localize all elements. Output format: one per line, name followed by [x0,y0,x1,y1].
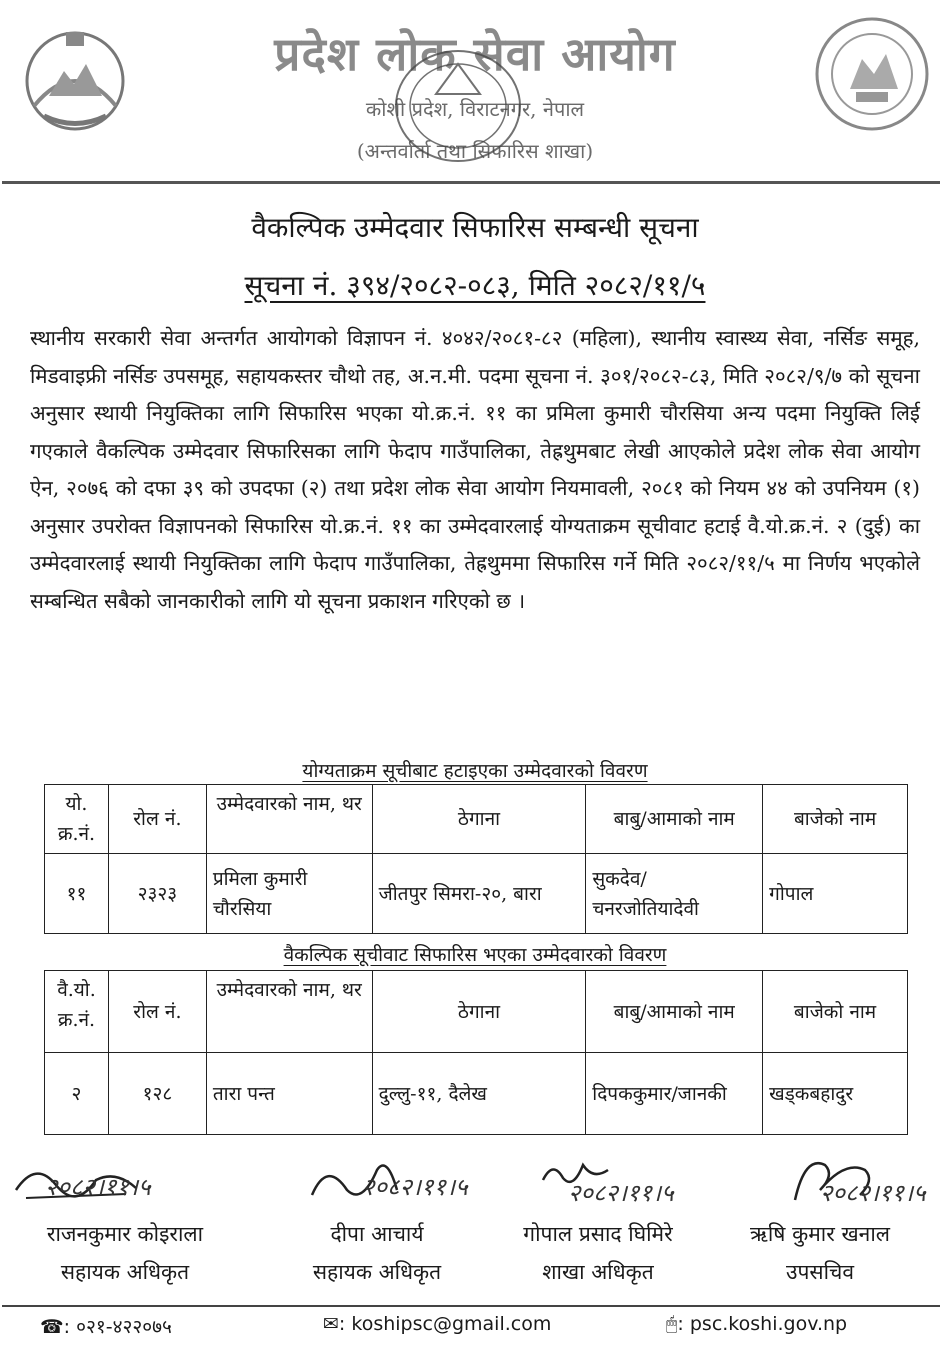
cell-parents: दिपककुमार/जानकी [586,1053,763,1135]
signature-date: २०८२।११।५ [820,1179,926,1207]
header-name: उम्मेदवारको नाम, थर [206,785,372,854]
footer-divider [2,1305,940,1307]
footer-email[interactable] [323,1313,551,1335]
notice-body: स्थानीय सरकारी सेवा अन्तर्गत आयोगको विज्ञापन नं. ४०४२/२०८१-८२ (महिला), स्थानीय स्वास्थ्य सेवा, नर्सिङ समूह, मिडवाइफ्री नर्सिङ उपसमूह, सहायकस्तर चौथो तह, अ.न.मी. पदमा सूचना नं. ३०१/२०८२-८३, मिति २०८२/९/७ को सूचना अनुसार स्थायी नियुक्तिका लागि सिफारिस भएका यो.क्र.नं. ११ का प्रमिला कुमारी चौरसिया अन्य पदमा नियुक्ति लिई गएकाले वैकल्पिक उम्मेदवार सिफारिसका लागि फेदाप गाउँपालिका, तेह्रथुमबाट लेखी आएकोले प्रदेश लोक सेवा आयोग ऐन, २०७६ को दफा ३९ को उपदफा (२) तथा प्रदेश लोक सेवा आयोग नियमावली, २०८१ को नियम ४४ को उपनियम (१) अनुसार उपरोक्त विज्ञापनको सिफारिस यो.क्र.नं. ११ का उम्मेदवारलाई योग्यताक्रम सूचीवाट हटाई वै.यो.क्र.नं. २ (दुई) का उम्मेदवारलाई स्थायी नियुक्तिका लागि फेदाप गाउँपालिका, तेह्रथुममा सिफारिस गर्ने मिति २०८२/११/५ मा निर्णय भएकोले सम्बन्धित सबैको जानकारीको लागि यो सूचना प्रकाशन गरिएको छ । [30,326,920,613]
website-url[interactable]: psc.koshi.gov.np [689,1313,848,1335]
table-header-row [45,971,908,1053]
signatory-name: दीपा आचार्य [330,1222,424,1246]
commission-logo [812,14,932,134]
letterhead-divider [2,181,940,184]
cell-roll: २३२३ [108,854,206,934]
table2-caption: वैकल्पिक सूचीवाट सिफारिस भएका उम्मेदवारको विवरण [283,944,667,966]
phone-icon: ☎: [40,1316,71,1338]
header-parents: बाबु/आमाको नाम [586,971,763,1053]
removed-candidate-table [44,784,908,934]
signatory-title: सहायक अधिकृत [312,1260,442,1284]
signatory-name: गोपाल प्रसाद घिमिरे [523,1222,673,1246]
signatory-name: ऋषि कुमार खनाल [749,1222,891,1246]
cell-serial: ११ [45,854,109,934]
letterhead-address: कोशी प्रदेश, विराटनगर, नेपाल [365,97,585,121]
phone-number: ०२१-४२२०७५ [76,1316,172,1338]
footer-website[interactable] [666,1313,847,1335]
notice-number [0,266,950,304]
mail-icon: ✉: [323,1313,346,1335]
recommended-candidate-table [44,970,908,1135]
signatory-title: सहायक अधिकृत [60,1260,190,1284]
mouse-icon: 🖱: [666,1313,684,1335]
letterhead-branch: (अन्तर्वार्ता तथा सिफारिस शाखा) [356,139,594,163]
header-address: ठेगाना [372,785,586,854]
header-serial: यो. क्र.नं. [45,785,109,854]
cell-serial: २ [45,1053,109,1135]
cell-address: दुल्लु-११, दैलेख [372,1053,586,1135]
cell-grandfather: खड्कबहादुर [763,1053,908,1135]
signature-date: २०८२।११।५ [362,1173,468,1201]
header-parents: बाबु/आमाको नाम [586,785,763,854]
signature-date: २०८२।११।५ [568,1179,674,1207]
signature-date: २०८२।११।५ [45,1173,151,1201]
header-roll: रोल नं. [108,785,206,854]
cell-roll: १२८ [108,1053,206,1135]
notice-number-text: सूचना नं. ३९४/२०८२-०८३, मिति २०८२/११/५ [244,269,706,302]
notice-title: वैकल्पिक उम्मेदवार सिफारिस सम्बन्धी सूचना [251,211,699,244]
cell-address: जीतपुर सिमरा-२०, बारा [372,854,586,934]
signatory-name: राजनकुमार कोइराला [46,1222,204,1246]
email-address[interactable]: koshipsc@gmail.com [351,1313,552,1335]
header-name: उम्मेदवारको नाम, थर [206,971,372,1053]
cell-grandfather: गोपाल [763,854,908,934]
header-grandfather: बाजेको नाम [763,971,908,1053]
header-roll: रोल नं. [108,971,206,1053]
signatory-title: शाखा अधिकृत [542,1260,654,1284]
letterhead-title: प्रदेश लोक सेवा आयोग [274,27,676,81]
header-address: ठेगाना [372,971,586,1053]
table-row [45,854,908,934]
cell-name: प्रमिला कुमारी चौरसिया [206,854,372,934]
cell-parents: सुकदेव/ चनरजोतियादेवी [586,854,763,934]
header-serial: वै.यो. क्र.नं. [45,971,109,1053]
office-seal-stamp [378,34,538,179]
table1-caption: योग्यताक्रम सूचीबाट हटाइएका उम्मेदवारको विवरण [302,760,648,782]
signatory-title: उपसचिव [785,1260,855,1284]
footer-phone [40,1313,172,1339]
table-header-row [45,785,908,854]
header-grandfather: बाजेको नाम [763,785,908,854]
table-row [45,1053,908,1135]
cell-name: तारा पन्त [206,1053,372,1135]
